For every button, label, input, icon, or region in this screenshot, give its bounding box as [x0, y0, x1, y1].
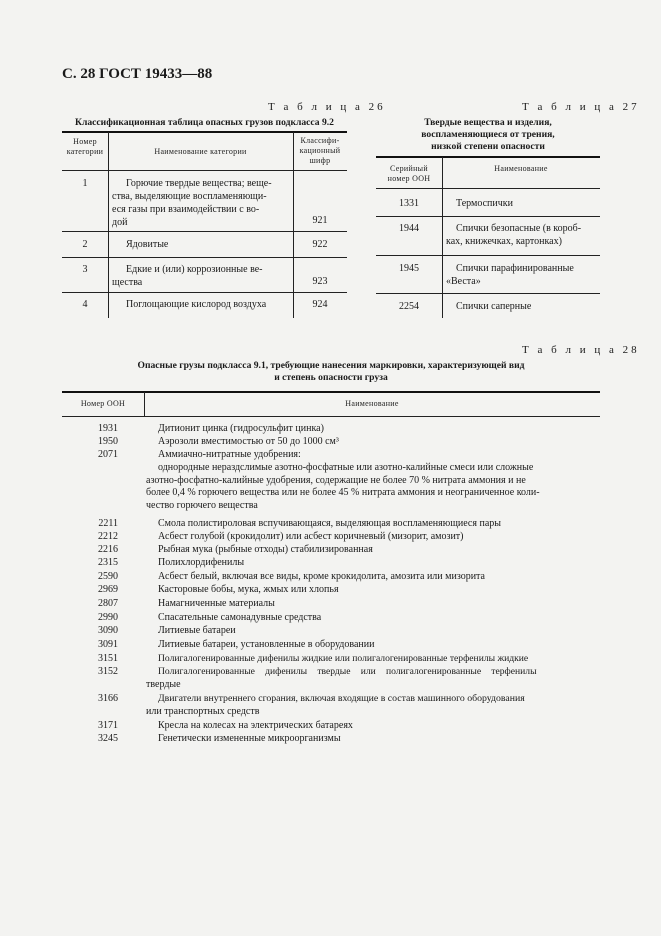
table28-row-name: Кресла на колесах на электрических батареях: [158, 720, 353, 731]
table28-row-num: 1950: [98, 436, 118, 447]
table28-caption: Т а б л и ц а 28: [522, 344, 640, 356]
table28-row: [62, 570, 600, 583]
table26-row-code: 924: [312, 299, 328, 310]
table26-row-name: Горючие твердые вещества; веще- ства, выделяющие воспламеняющи- еся газы при взаимодействии с во- дой: [112, 178, 272, 228]
table28-row-num: 2807: [98, 598, 118, 609]
table26-header-name: Наименование категории: [154, 147, 247, 156]
table28-row-num: 3152: [98, 666, 118, 677]
table28-row-name: Полихлордифенилы: [158, 557, 245, 568]
table28-row-num: 1931: [98, 423, 118, 434]
table28-row-num: 2590: [98, 571, 118, 582]
page-header: С. 28 ГОСТ 19433—88: [62, 66, 213, 82]
table28-row-num: 3171: [98, 720, 118, 731]
table28-row-name: Двигатели внутреннего сгорания, включая входящие в состав машинного оборудования или транспортных средств: [146, 693, 525, 717]
table28-row-name: Дитионит цинка (гидросульфит цинка): [158, 423, 324, 434]
table27-header-name: Наименование: [494, 164, 548, 173]
table27-row-num: 1945: [399, 263, 419, 274]
table28-row: [62, 448, 600, 461]
table28-row-continuation: однородные нераздслимые азотно-фосфатные или азотно-калийные смеси или сложные азотно-фосфатно-калийные удобрения, содержащие не более 70 % нитрата аммония и не более 0,4 % горючего вещества или не более 45 % нитрата аммония и неограниченное коли- чество горючего вещества: [146, 462, 540, 511]
table28-row-num: 2212: [98, 531, 118, 542]
table28-row-name: Литиевые батареи: [158, 625, 236, 636]
table27-row-name: Спички парафинированные «Веста»: [446, 263, 574, 287]
table26-row-code: 923: [312, 276, 328, 287]
table28-row: [62, 732, 600, 745]
table28-title: Опасные грузы подкласса 9.1, требующие нанесения маркировки, характеризующей вид и степень опасности груза: [137, 360, 525, 383]
table26-row-num: 1: [82, 178, 88, 189]
table27-caption: Т а б л и ц а 27: [522, 101, 640, 113]
table27-row-name: Термоспички: [456, 198, 513, 209]
table28-row: [62, 422, 600, 435]
table26-row-name: Едкие и (или) коррозионные ве- щества: [112, 264, 263, 288]
table28-row-name: Рыбная мука (рыбные отходы) стабилизированная: [158, 544, 373, 555]
table28-header-name: Наименование: [345, 399, 399, 408]
table28-row-name: Аммиачно-нитратные удобрения:: [158, 449, 301, 460]
table26-row-num: 3: [82, 264, 88, 275]
table28-row: [62, 624, 600, 637]
table28-row: [62, 638, 600, 651]
table28-row-num: 2071: [98, 449, 118, 460]
table28-row-num: 3090: [98, 625, 118, 636]
table28-row: [62, 719, 600, 732]
table28-header-num: Номер ООН: [80, 399, 126, 408]
table28-row-name: Спасательные самонадувные средства: [158, 612, 322, 623]
table27-row-num: 1944: [399, 223, 419, 234]
table27-header-num: Серийный номер ООН: [387, 164, 431, 183]
table26-header-num: Номер категории: [66, 137, 104, 156]
table28-row: [62, 435, 600, 448]
table27-title: Твердые вещества и изделия, воспламеняющиеся от трения, низкой степени опасности: [421, 117, 555, 152]
table28-row-num: 2211: [98, 518, 118, 529]
table28-row: [62, 556, 600, 569]
table28-row-name: Намагниченные материалы: [158, 598, 275, 609]
table28-row-name: Асбест белый, включая все виды, кроме крокидолита, амозита или мизорита: [158, 571, 485, 582]
table26-row-num: 4: [82, 299, 88, 310]
table26-row-code: 921: [312, 215, 328, 226]
table27-row-num: 1331: [399, 198, 419, 209]
table28-row-name: Полигалогенированные дифенилы твердые или полигалогенированные терфенилы твердые: [146, 666, 537, 690]
table28-row-num: 3245: [98, 733, 118, 744]
table28-row: [62, 692, 600, 718]
table28-row-num: 3166: [98, 693, 118, 704]
table27-row-name: Спички безопасные (в короб- ках, книжечках, картонках): [446, 223, 582, 247]
table28-row: [62, 597, 600, 610]
table26-row-name: Ядовитые: [126, 239, 169, 250]
table28-row: [62, 665, 600, 691]
table28-row-num: 2969: [98, 584, 118, 595]
table27-row-num: 2254: [399, 301, 419, 312]
table28-row-name: Касторовые бобы, мука, жмых или хлопья: [158, 584, 339, 595]
table28-row: [62, 543, 600, 556]
table28-row: [62, 517, 600, 530]
table28-row: [62, 530, 600, 543]
table28-row-num: 2216: [98, 544, 118, 555]
table26-title: Классификационная таблица опасных грузов подкласса 9.2: [75, 117, 334, 128]
table26-header-code: Классифи- кационный шифр: [299, 136, 341, 165]
table28-row: [62, 652, 600, 665]
table28-row-num: 3091: [98, 639, 118, 650]
table28-row-num: 3151: [98, 653, 118, 664]
table28-row: [62, 583, 600, 596]
table28-row-num: 2315: [98, 557, 118, 568]
table28-row-name: Генетически измененные микроорганизмы: [158, 733, 341, 744]
table28-row-name: Полигалогенированные дифенилы жидкие или полигалогенированные терфенилы жидкие: [158, 653, 529, 664]
table28-row-num: 2990: [98, 612, 118, 623]
table28-row: [62, 611, 600, 624]
table26-row-num: 2: [82, 239, 88, 250]
table28-row-name: Асбест голубой (крокидолит) или асбест коричневый (мизорит, амозит): [158, 531, 464, 542]
table26-caption: Т а б л и ц а 26: [268, 101, 386, 113]
table26-row-name: Поглощающие кислород воздуха: [126, 299, 267, 310]
table28-row-name: Литиевые батареи, установленные в оборудовании: [158, 639, 375, 650]
table28-row-name: Смола полистироловая вспучивающаяся, выделяющая воспламеняющиеся пары: [158, 518, 501, 529]
table28-row-name: Аэрозоли вместимостью от 50 до 1000 см³: [158, 436, 339, 447]
table26-row-code: 922: [312, 239, 328, 250]
table27-row-name: Спички саперные: [456, 301, 532, 312]
